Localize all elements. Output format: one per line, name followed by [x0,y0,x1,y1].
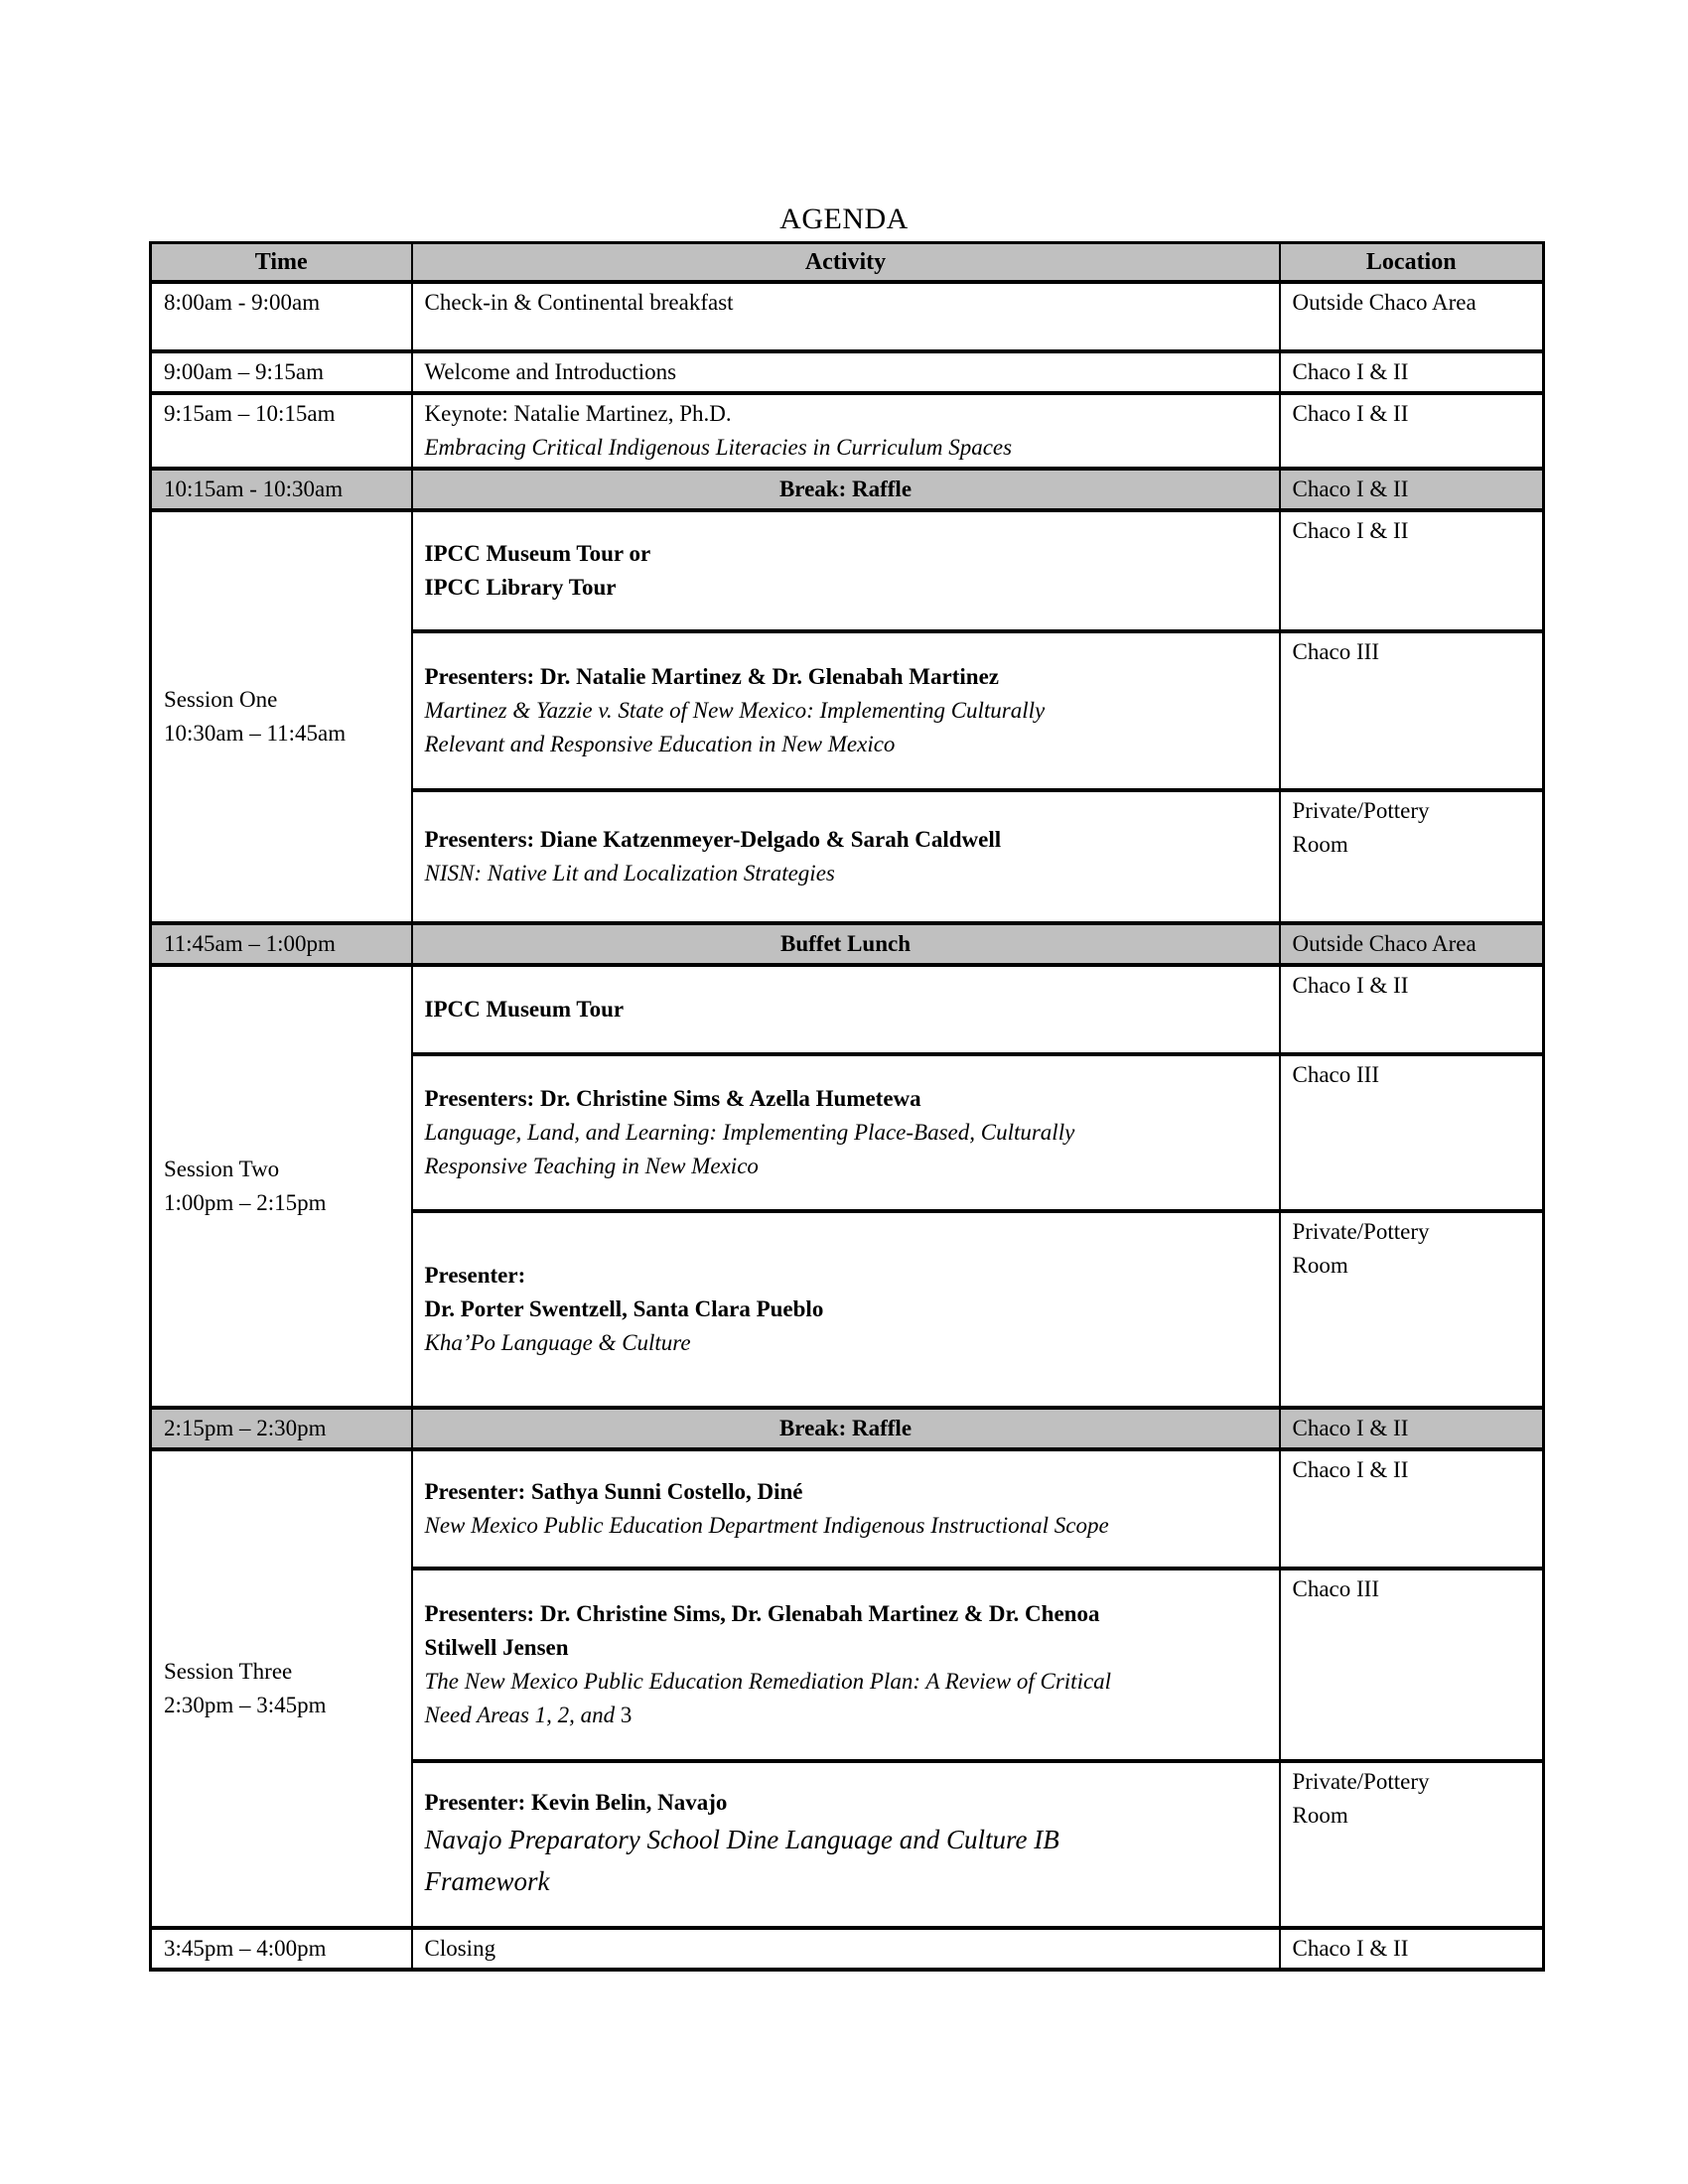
activity-line [425,1665,1267,1699]
activity-line [425,286,1267,320]
activity-line [425,694,1267,728]
table-row [151,1928,1544,1970]
break-activity-cell: Break: Raffle [412,1408,1280,1449]
activity-segment: IPCC Library Tour [424,575,617,600]
activity-segment: Welcome and Introductions [424,359,677,384]
session-subrow [151,965,1544,1054]
location-cell [1280,351,1544,393]
activity-line [425,1475,1267,1509]
location-line: Chaco I & II [1292,518,1409,543]
activity-line [425,1082,1267,1116]
activity-segment: Framework [424,1866,550,1896]
activity-cell [412,351,1280,393]
table-row [151,393,1544,469]
session-time-cell [151,1449,412,1928]
activity-cell [412,1928,1280,1970]
activity-line [425,571,1267,605]
activity-segment: Presenter: [424,1263,526,1288]
session-time-line: Session Three [164,1659,293,1684]
activity-line [425,728,1267,761]
time-cell: 10:15am - 10:30am [151,469,412,510]
activity-segment: 3 [620,1703,633,1727]
activity-segment: Dr. Porter Swentzell, Santa Clara Pueblo [424,1297,824,1321]
location-line: Outside Chaco Area [1292,290,1477,315]
location-line: Chaco I & II [1292,1457,1409,1482]
break-row [151,469,1544,510]
location-line: Chaco I & II [1292,401,1409,426]
activity-line [425,1699,1267,1732]
activity-segment: Presenters: Diane Katzenmeyer-Delgado & Sarah Caldwell [424,827,1002,852]
location-line: Private/Pottery [1292,1219,1430,1244]
activity-line [425,397,1267,431]
location-line: Outside Chaco Area [1292,931,1477,956]
break-row [151,923,1544,965]
session-time-line: 10:30am – 11:45am [164,721,347,746]
agenda-table-body [151,282,1544,1970]
document-title: AGENDA [779,203,909,235]
location-cell [1280,631,1544,790]
break-activity-cell: Buffet Lunch [412,923,1280,965]
activity-line [425,1116,1267,1150]
location-cell [1280,790,1544,923]
activity-line [425,431,1267,465]
table-row [151,351,1544,393]
session-time-cell [151,510,412,923]
location-line: Room [1292,832,1348,857]
location-line: Chaco I & II [1292,477,1409,501]
time-cell: 8:00am - 9:00am [151,282,412,351]
activity-line [425,1932,1267,1966]
activity-line [425,857,1267,890]
location-line: Room [1292,1803,1348,1828]
activity-cell [412,965,1280,1054]
location-line: Chaco III [1292,639,1379,664]
location-cell [1280,1408,1544,1449]
column-header-time: Time [151,243,412,283]
location-line: Chaco I & II [1292,1416,1409,1440]
activity-segment: Stilwell Jensen [424,1635,569,1660]
activity-line [425,1326,1267,1360]
time-cell: 3:45pm – 4:00pm [151,1928,412,1970]
activity-segment: Presenters: Dr. Natalie Martinez & Dr. Glenabah Martinez [424,664,999,689]
activity-segment: Relevant and Responsive Education in New Mexico [424,732,896,756]
activity-cell [412,510,1280,631]
session-time-line: Session Two [164,1157,280,1181]
activity-line [425,1259,1267,1293]
location-line: Chaco III [1292,1062,1379,1087]
location-cell [1280,469,1544,510]
column-header-activity: Activity [412,243,1280,283]
activity-line [425,1786,1267,1820]
activity-segment: Language, Land, and Learning: Implementing Place-Based, Culturally [424,1120,1075,1145]
activity-segment: NISN: Native Lit and Localization Strategies [424,861,835,886]
activity-segment: Presenter: Kevin Belin, Navajo [424,1790,728,1815]
activity-segment: Presenters: Dr. Christine Sims & Azella Humetewa [424,1086,921,1111]
session-time-line: 1:00pm – 2:15pm [164,1190,327,1215]
activity-line [425,993,1267,1026]
activity-line [425,1509,1267,1543]
session-time-line: 2:30pm – 3:45pm [164,1693,327,1717]
table-row [151,282,1544,351]
location-cell [1280,282,1544,351]
activity-cell [412,1054,1280,1211]
activity-segment: The New Mexico Public Education Remediation Plan: A Review of Critical [424,1669,1112,1694]
time-cell: 9:00am – 9:15am [151,351,412,393]
activity-line [425,660,1267,694]
location-line: Room [1292,1253,1348,1278]
time-cell: 9:15am – 10:15am [151,393,412,469]
location-line: Private/Pottery [1292,798,1430,823]
activity-cell [412,790,1280,923]
location-cell [1280,1928,1544,1970]
break-activity-cell: Break: Raffle [412,469,1280,510]
location-line: Chaco III [1292,1576,1379,1601]
activity-segment: IPCC Museum Tour or [424,541,651,566]
session-time-line: Session One [164,687,278,712]
location-cell [1280,1211,1544,1408]
activity-line [425,537,1267,571]
activity-segment: Closing [424,1936,496,1961]
agenda-table [149,241,1545,1972]
location-cell [1280,1761,1544,1928]
activity-segment: Kha’Po Language & Culture [424,1330,691,1355]
location-line: Chaco I & II [1292,359,1409,384]
break-row [151,1408,1544,1449]
activity-segment: Presenters: Dr. Christine Sims, Dr. Glenabah Martinez & Dr. Chenoa [424,1601,1100,1626]
activity-cell [412,393,1280,469]
activity-segment: Check-in & Continental breakfast [424,290,734,315]
time-cell: 2:15pm – 2:30pm [151,1408,412,1449]
time-cell: 11:45am – 1:00pm [151,923,412,965]
activity-line [425,1597,1267,1631]
location-cell [1280,1449,1544,1569]
column-header-location: Location [1280,243,1544,283]
activity-line [425,1820,1267,1861]
activity-cell [412,1211,1280,1408]
location-cell [1280,510,1544,631]
activity-cell [412,1569,1280,1761]
activity-line [425,355,1267,389]
activity-line [425,1150,1267,1183]
activity-segment: New Mexico Public Education Department Indigenous Instructional Scope [424,1513,1109,1538]
location-cell [1280,1054,1544,1211]
session-subrow [151,1449,1544,1569]
location-cell [1280,965,1544,1054]
activity-cell [412,631,1280,790]
activity-segment: Navajo Preparatory School Dine Language and Culture IB [424,1825,1059,1854]
activity-segment: IPCC Museum Tour [424,997,625,1022]
activity-cell [412,1761,1280,1928]
location-line: Private/Pottery [1292,1769,1430,1794]
activity-segment: Need Areas 1, 2, and [424,1703,621,1727]
session-subrow [151,510,1544,631]
activity-line [425,1861,1267,1903]
header-row [151,243,1544,283]
location-line: Chaco I & II [1292,973,1409,998]
location-cell [1280,1569,1544,1761]
activity-segment: Martinez & Yazzie v. State of New Mexico: Implementing Culturally [424,698,1046,723]
activity-segment: Responsive Teaching in New Mexico [424,1154,759,1178]
session-time-cell [151,965,412,1408]
location-line: Chaco I & II [1292,1936,1409,1961]
activity-line [425,823,1267,857]
activity-cell [412,1449,1280,1569]
activity-segment: Keynote: Natalie Martinez, Ph.D. [424,401,732,426]
activity-cell [412,282,1280,351]
activity-line [425,1293,1267,1326]
location-cell [1280,393,1544,469]
activity-segment: Presenter: Sathya Sunni Costello, Diné [424,1479,803,1504]
activity-line [425,1631,1267,1665]
activity-segment: Embracing Critical Indigenous Literacies in Curriculum Spaces [424,435,1013,460]
location-cell [1280,923,1544,965]
